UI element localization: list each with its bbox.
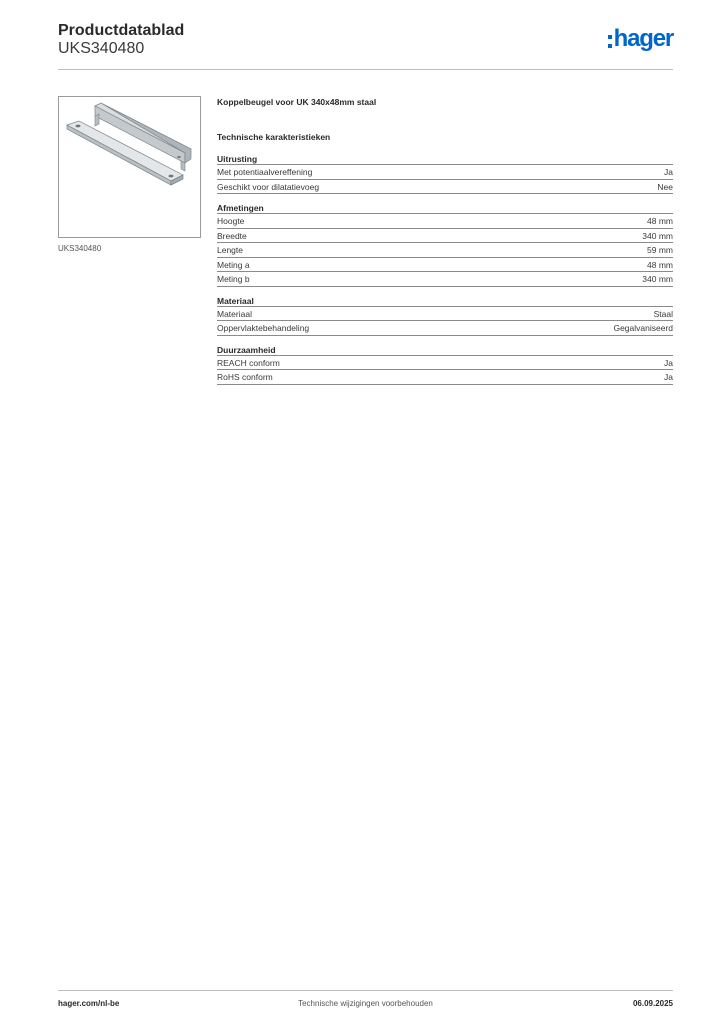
footer-date: 06.09.2025: [632, 999, 673, 1008]
spec-value: 59 mm: [647, 245, 673, 255]
spec-key: Hoogte: [217, 216, 245, 226]
footer-notice: Technische wijzigingen voorbehouden: [298, 999, 433, 1008]
spec-group-afmetingen: [217, 202, 673, 287]
spec-value: Staal: [653, 308, 673, 319]
spec-key: Materiaal: [217, 308, 252, 319]
spec-row: [217, 307, 673, 322]
spec-key: RoHS conform: [217, 372, 273, 382]
spec-row: [217, 214, 673, 229]
hager-logo: [608, 25, 673, 54]
spec-row: [217, 321, 673, 336]
logo-text: hager: [613, 25, 673, 52]
spec-value: 340 mm: [642, 230, 673, 241]
spec-group-title: Materiaal: [217, 295, 673, 307]
spec-group-uitrusting: [217, 153, 673, 194]
page-header: [58, 20, 673, 70]
spec-row: [217, 165, 673, 180]
product-details: [217, 96, 673, 385]
spec-key: Met potentiaalvereffening: [217, 167, 313, 177]
spec-key: Meting a: [217, 259, 250, 270]
spec-group-title: Afmetingen: [217, 202, 673, 214]
spec-value: Gegalvaniseerd: [613, 323, 673, 333]
product-image: [58, 96, 201, 238]
website-link[interactable]: hager.com/nl-be: [58, 999, 120, 1008]
spec-key: Breedte: [217, 230, 247, 241]
spec-row: [217, 370, 673, 385]
spec-value: Ja: [664, 357, 673, 368]
spec-key: Geschikt voor dilatatievoeg: [217, 181, 320, 192]
spec-row: [217, 272, 673, 287]
spec-key: REACH conform: [217, 357, 280, 368]
spec-value: Nee: [657, 181, 673, 192]
product-name: Koppelbeugel voor UK 340x48mm staal: [217, 97, 377, 107]
spec-row: [217, 258, 673, 273]
section-heading: Technische karakteristieken: [217, 132, 331, 142]
page-footer: [58, 990, 673, 1012]
product-code: UKS340480: [58, 40, 145, 57]
spec-group-title: Duurzaamheid: [217, 344, 673, 356]
spec-row: [217, 180, 673, 195]
spec-key: Meting b: [217, 274, 250, 284]
spec-value: 340 mm: [642, 274, 673, 284]
spec-group-duurzaamheid: [217, 344, 673, 385]
spec-value: 48 mm: [647, 259, 673, 270]
spec-value: Ja: [664, 167, 673, 177]
spec-row: [217, 243, 673, 258]
logo-dots-icon: [608, 35, 612, 48]
spec-key: Oppervlaktebehandeling: [217, 323, 310, 333]
spec-value: 48 mm: [647, 216, 673, 226]
spec-row: [217, 356, 673, 371]
spec-row: [217, 229, 673, 244]
image-caption: UKS340480: [58, 244, 102, 253]
spec-group-materiaal: [217, 295, 673, 336]
spec-key: Lengte: [217, 245, 243, 255]
spec-group-title: Uitrusting: [217, 153, 673, 165]
document-title: Productdatablad: [58, 22, 185, 39]
spec-value: Ja: [664, 372, 673, 382]
coupling-bracket-illustration: [59, 97, 200, 237]
